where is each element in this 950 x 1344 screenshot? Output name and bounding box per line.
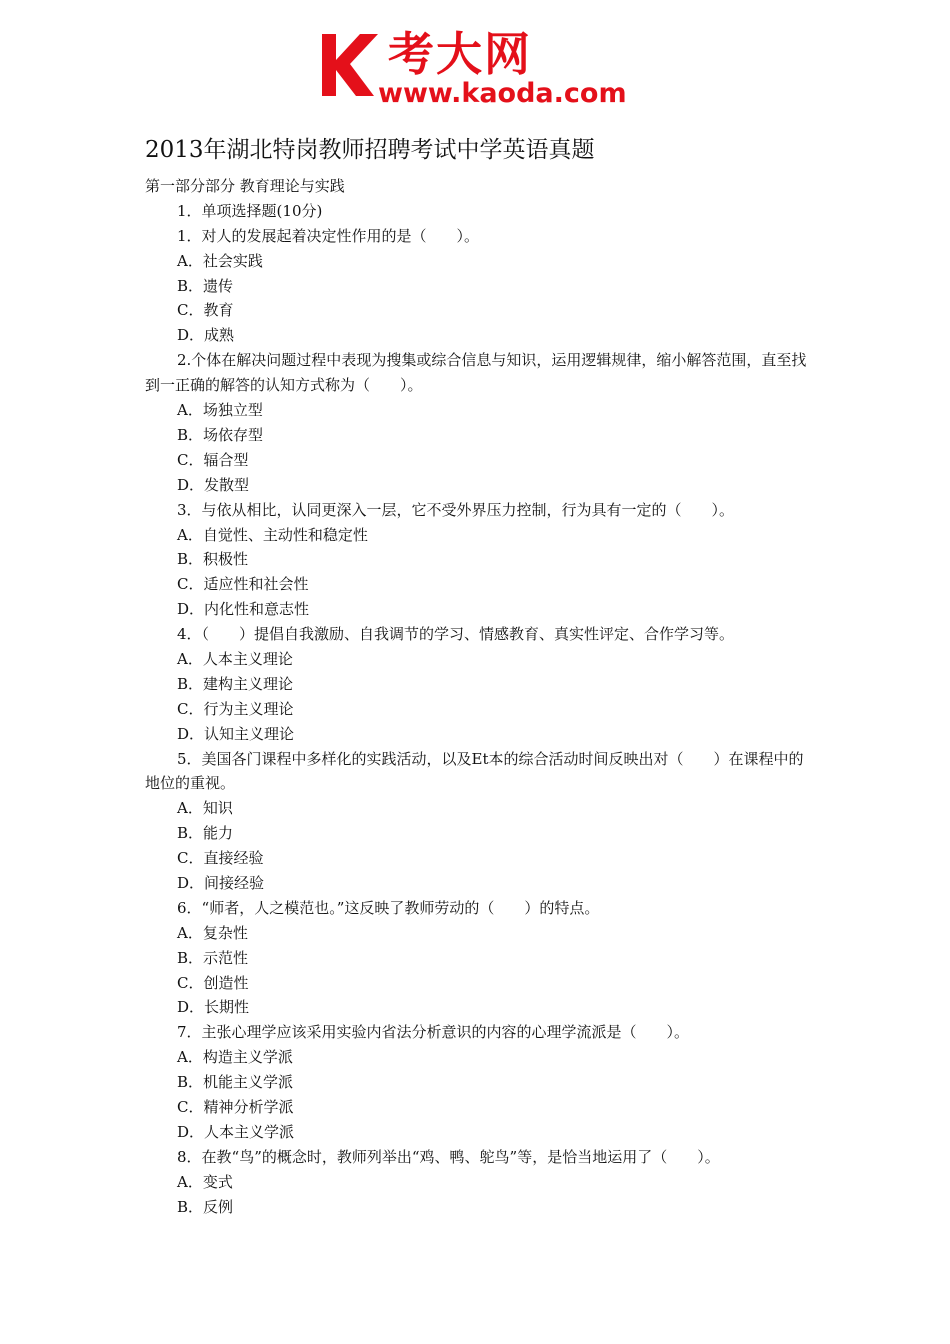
option: A．复杂性 [177,923,248,942]
logo-brand-text: 考大网 [388,27,532,81]
option: C．创造性 [177,973,249,992]
logo-url-text: www.kaoda.com [378,78,627,109]
option: A．场独立型 [177,401,263,420]
question-text: 2.个体在解决问题过程中表现为搜集或综合信息与知识，运用逻辑规律，缩小解答范围，直至找到一正确的解答的认知方式称为（ ）。 [145,351,807,395]
k-logo-icon [316,30,386,100]
option: D．间接经验 [177,874,265,892]
option: C．直接经验 [177,849,264,868]
kaoda-logo [316,26,646,110]
option: A．知识 [177,799,233,818]
document-body [145,174,815,1219]
option: A．自觉性、主动性和稳定性 [177,525,368,544]
section-heading: 第一部分部分 教育理论与实践 [145,177,345,195]
question-text: 1．对人的发展起着决定性作用的是（ ）。 [177,226,480,245]
option: B．积极性 [177,550,249,569]
option: D．人本主义学派 [177,1122,295,1141]
question-text: 4．（ ）提倡自我激励、自我调节的学习、情感教育、真实性评定、合作学习等。 [177,625,735,644]
option: B．能力 [177,824,234,843]
option: B．建构主义理论 [177,674,294,693]
option: C．教育 [177,301,234,320]
option: B．遗传 [177,276,234,295]
option: C．适应性和社会性 [177,575,309,594]
option: A．人本主义理论 [177,649,293,668]
document-title: 2013年湖北特岗教师招聘考试中学英语真题 [145,137,595,163]
option: D．认知主义理论 [177,724,295,743]
option: D．发散型 [177,475,250,494]
part-heading: 1．单项选择题(10分) [177,201,323,220]
option: D．成熟 [177,326,235,345]
option: A．构造主义学派 [177,1048,293,1067]
question-text: 7．主张心理学应该采用实验内省法分析意识的内容的心理学流派是（ ）。 [177,1023,690,1042]
option: C．行为主义理论 [177,699,294,718]
option: B．机能主义学派 [177,1073,294,1092]
option: D．内化性和意志性 [177,600,310,619]
option: D．长期性 [177,998,250,1017]
option: C．精神分析学派 [177,1098,294,1117]
option: B．反例 [177,1197,234,1216]
option: C．辐合型 [177,450,249,469]
question-text: 5．美国各门课程中多样化的实践活动，以及Et本的综合活动时间反映出对（ ）在课程中的地位的重视。 [145,749,804,793]
option: A．社会实践 [177,251,263,270]
option: B．场依存型 [177,425,264,444]
question-text: 8．在教“鸟”的概念时，教师列举出“鸡、鸭、鸵鸟”等，是恰当地运用了（ ）。 [177,1147,720,1166]
option: B．示范性 [177,948,249,967]
option: A．变式 [177,1172,233,1191]
question-text: 6．“师者，人之模范也。”这反映了教师劳动的（ ）的特点。 [177,898,600,917]
question-text: 3．与依从相比，认同更深入一层，它不受外界压力控制，行为具有一定的（ ）。 [177,500,735,519]
